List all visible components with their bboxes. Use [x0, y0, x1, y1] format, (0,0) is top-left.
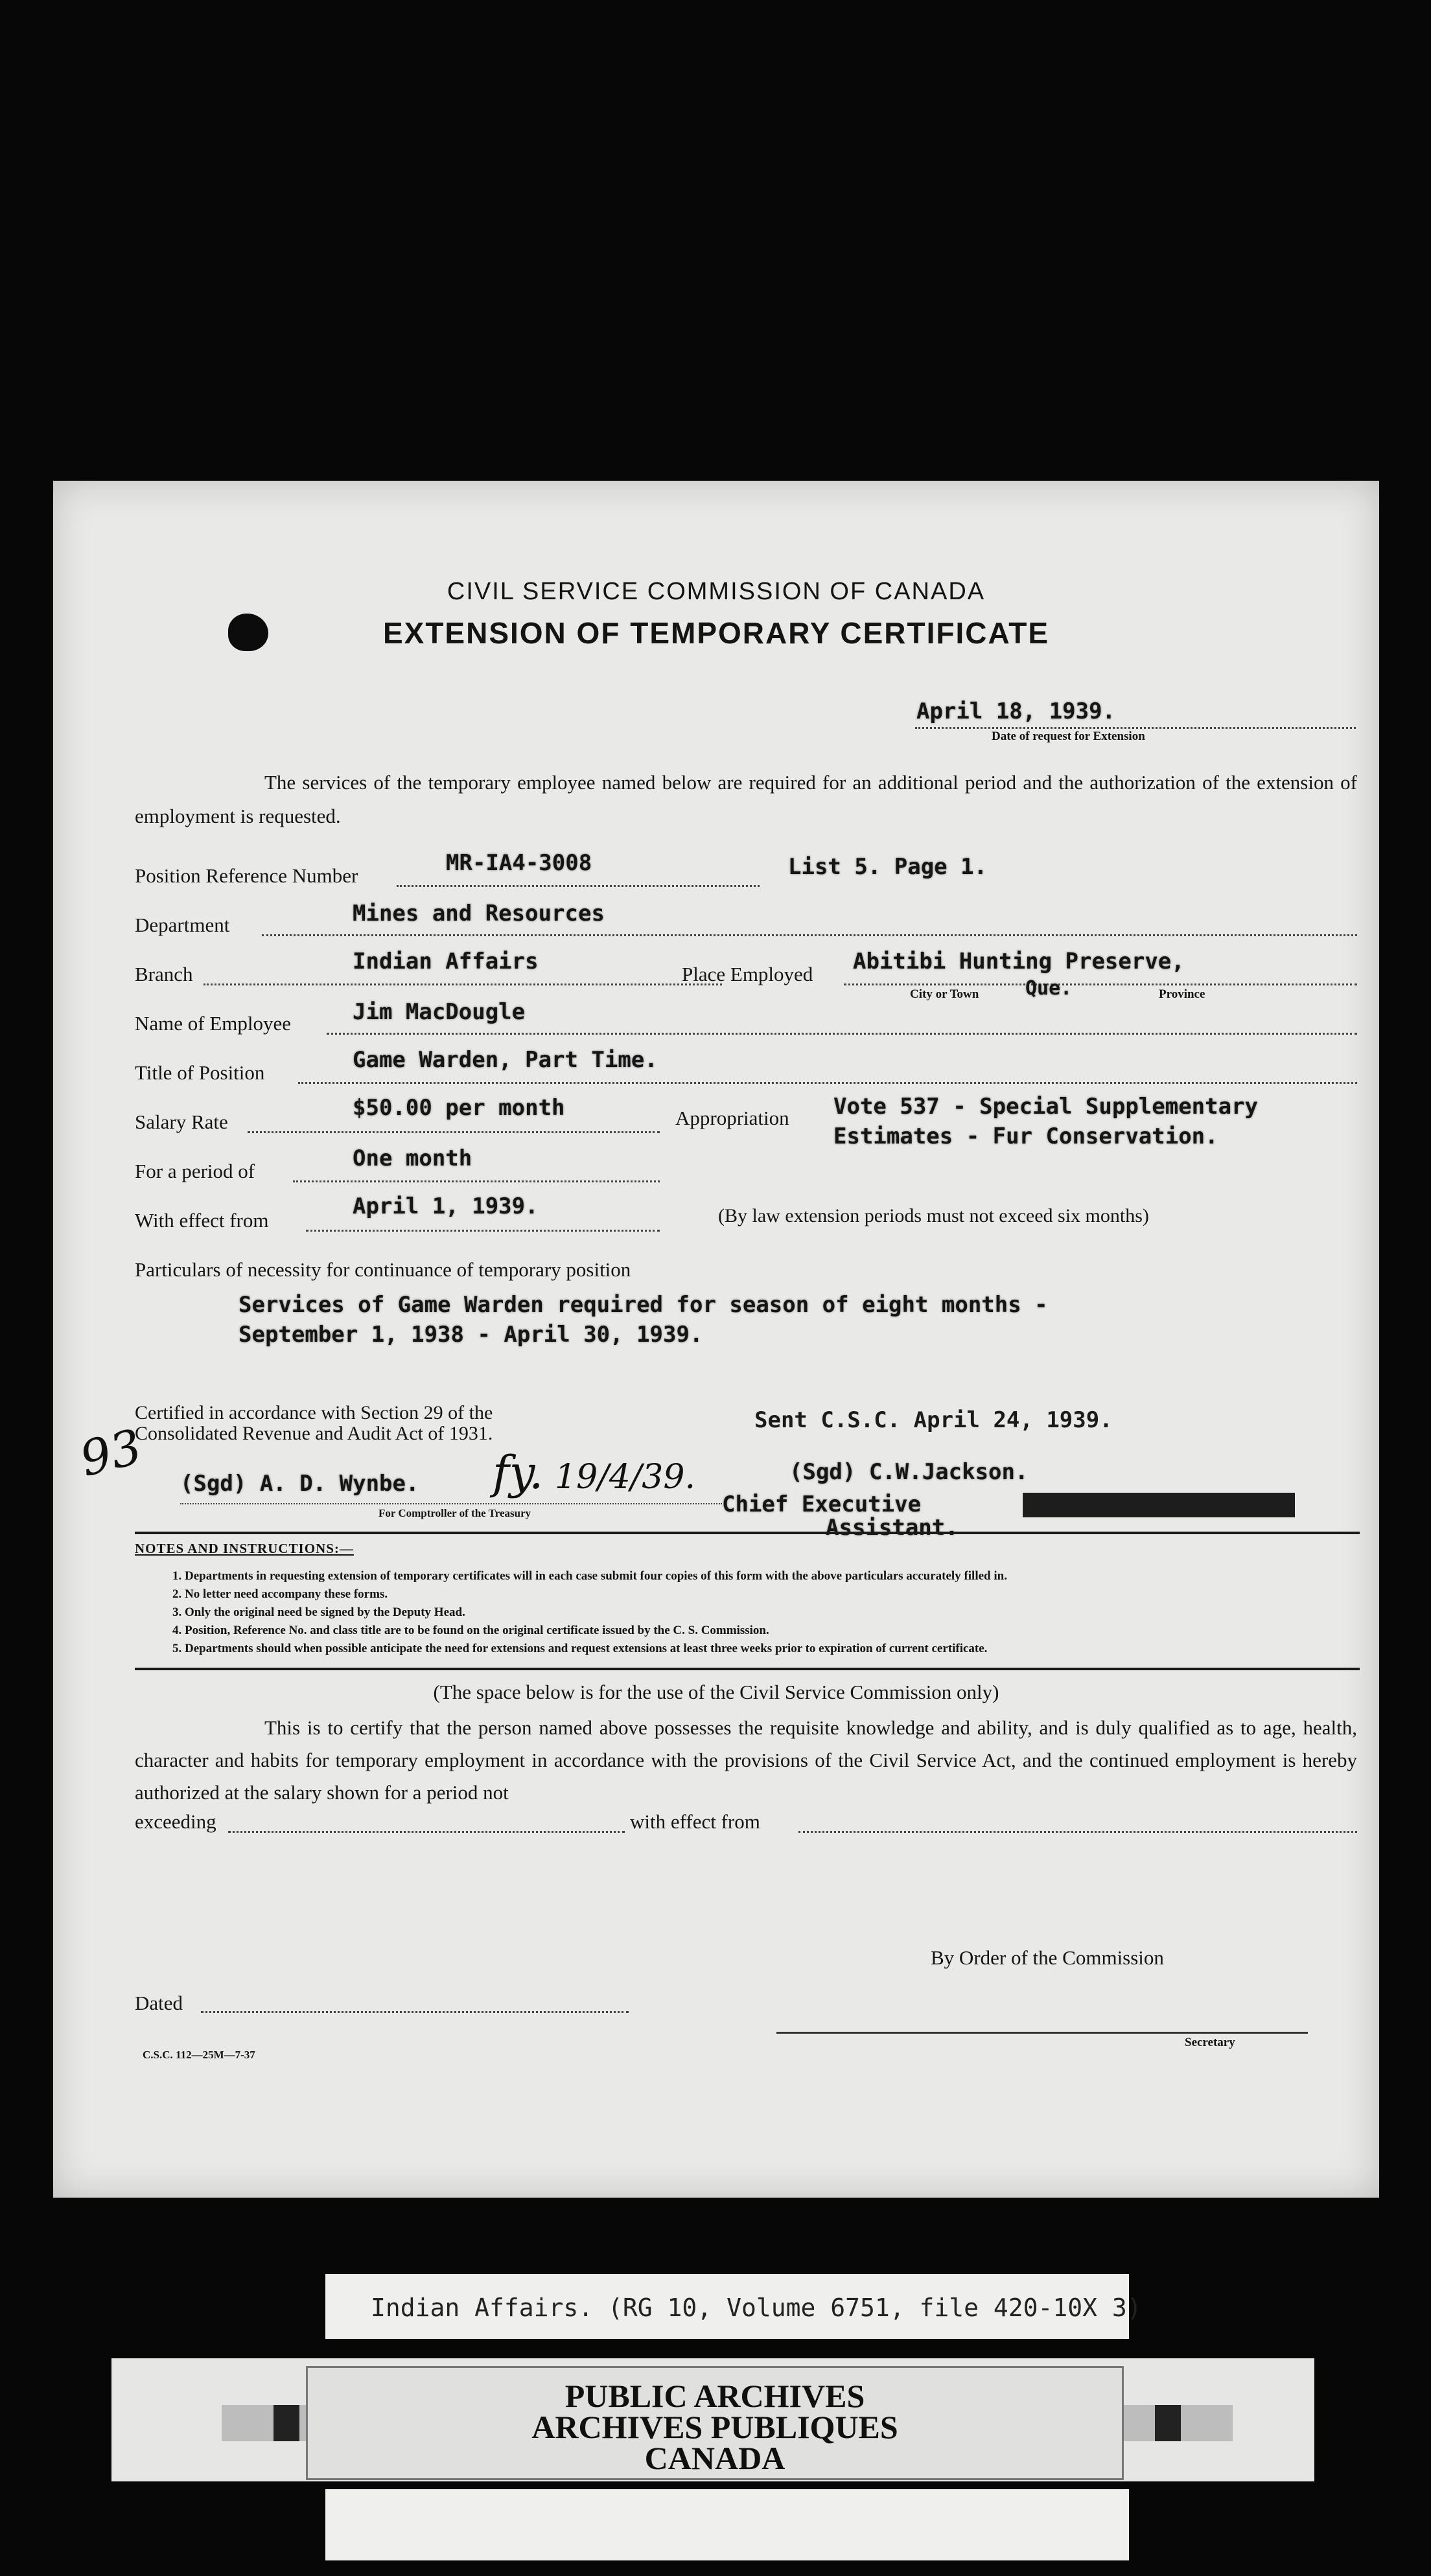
handwritten-initials: fy. — [493, 1446, 544, 1499]
secretary-line — [776, 2032, 1308, 2034]
with-effect-label: with effect from — [630, 1810, 760, 1833]
list-page-value: List 5. Page 1. — [788, 854, 988, 880]
comptroller-signature: (Sgd) A. D. Wynbe. — [180, 1471, 419, 1497]
position-ref-line — [397, 885, 760, 887]
stamp-line-1: PUBLIC ARCHIVES — [564, 2378, 865, 2414]
form-code: C.S.C. 112—25M—7-37 — [143, 2049, 255, 2061]
salary-line — [248, 1131, 660, 1133]
department-label: Department — [135, 914, 230, 936]
with-effect-field[interactable] — [798, 1831, 1357, 1833]
dated-field[interactable] — [201, 2011, 629, 2013]
note-item: 3. Only the original need be signed by the Deputy Head. — [172, 1605, 465, 1619]
intro-paragraph: The services of the temporary employee named below are required for an additional period and the authorization of the extension of employment is requested. — [135, 771, 1357, 827]
place-value: Abitibi Hunting Preserve, — [853, 949, 1185, 974]
commission-heading: CIVIL SERVICE COMMISSION OF CANADA — [447, 578, 986, 605]
archive-stamp-band — [111, 2358, 1314, 2481]
position-ref-value: MR-IA4-3008 — [446, 850, 592, 876]
comptroller-line — [180, 1503, 722, 1504]
dated-label: Dated — [135, 1992, 183, 2014]
handwritten-date: 19/4/39. — [555, 1458, 695, 1497]
position-ref-label: Position Reference Number — [135, 864, 358, 887]
particulars-label: Particulars of necessity for continuance of temporary position — [135, 1258, 631, 1281]
note-item: 2. No letter need accompany these forms. — [172, 1587, 388, 1601]
notes-top-rule — [135, 1532, 1360, 1534]
executive-title-line2: Assistant. — [826, 1515, 959, 1541]
notes-bottom-rule — [135, 1668, 1360, 1670]
certified-line1: Certified in accordance with Section 29 of the — [135, 1402, 493, 1423]
commission-body: This is to certify that the person named above possesses the requisite knowledge and ability, and is duly qualified as to age, health, character and habits for temporary employment in accordance with the provisions of the Civil Service Act, and the continued employment is hereby authorized at the salary shown for a period not — [135, 1716, 1357, 1804]
particulars-line1: Services of Game Warden required for season of eight months - — [238, 1292, 1048, 1318]
branch-line — [204, 983, 722, 985]
city-label: City or Town — [910, 987, 979, 1001]
department-line — [262, 934, 1357, 936]
request-date-label: Date of request for Extension — [992, 730, 1145, 743]
by-order-text: By Order of the Commission — [931, 1946, 1164, 1969]
sent-note: Sent C.S.C. April 24, 1939. — [754, 1407, 1113, 1433]
law-note: (By law extension periods must not exceed six months) — [718, 1205, 1149, 1226]
branch-value: Indian Affairs — [353, 949, 539, 974]
stamp-line-2: ARCHIVES PUBLIQUES — [531, 2409, 898, 2445]
exceeding-label: exceeding — [135, 1810, 216, 1833]
period-label: For a period of — [135, 1160, 255, 1182]
effect-value: April 1, 1939. — [353, 1193, 539, 1219]
province-label: Province — [1159, 987, 1205, 1001]
executive-title-line1: Chief Executive — [722, 1491, 922, 1517]
position-title-line — [298, 1082, 1357, 1084]
appropriation-line2: Estimates - Fur Conservation. — [833, 1123, 1218, 1149]
employee-value: Jim MacDougle — [353, 999, 526, 1025]
note-item: 4. Position, Reference No. and class title are to be found on the original certificate issued by the C. S. Commission. — [172, 1624, 769, 1637]
executive-signature: (Sgd) C.W.Jackson. — [789, 1459, 1029, 1485]
archive-reference-slip — [325, 2274, 1142, 2339]
request-date-value: April 18, 1939. — [916, 698, 1116, 724]
commission-section-heading: (The space below is for the use of the Civil Service Commission only) — [433, 1681, 999, 1703]
note-item: 1. Departments in requesting extension of temporary certificates will in each case submit four copies of this form with the above particulars accurately filled in. — [172, 1569, 1007, 1583]
form-title: EXTENSION OF TEMPORARY CERTIFICATE — [382, 616, 1050, 650]
struck-out-text — [1023, 1493, 1295, 1517]
note-item: 5. Departments should when possible anticipate the need for extensions and request extensions at least three weeks prior to expiration of current certificate. — [172, 1642, 988, 1655]
period-line — [293, 1180, 660, 1182]
archive-blank-slip — [325, 2489, 1129, 2560]
employee-line — [327, 1033, 1357, 1035]
period-value: One month — [353, 1145, 472, 1171]
department-value: Mines and Resources — [353, 901, 605, 926]
margin-mark: 93 — [74, 1418, 148, 1488]
comptroller-label: For Comptroller of the Treasury — [378, 1507, 531, 1519]
stamp-line-3: CANADA — [644, 2440, 785, 2476]
archive-reference: Indian Affairs. (RG 10, Volume 6751, file 420-10X 3) — [371, 2294, 1142, 2322]
position-title-label: Title of Position — [135, 1061, 265, 1084]
particulars-line2: September 1, 1938 - April 30, 1939. — [238, 1322, 703, 1348]
province-value: Que. — [1025, 977, 1073, 1000]
branch-label: Branch — [135, 963, 193, 985]
effect-label: With effect from — [135, 1209, 269, 1232]
certified-line2: Consolidated Revenue and Audit Act of 1931. — [135, 1423, 493, 1444]
exceeding-field[interactable] — [228, 1831, 625, 1833]
place-label: Place Employed — [682, 963, 813, 985]
appropriation-label: Appropriation — [675, 1107, 789, 1129]
archive-stamp — [306, 2366, 1124, 2480]
certificate-form — [53, 481, 1379, 2198]
secretary-label: Secretary — [1185, 2036, 1235, 2049]
place-line — [844, 983, 1357, 985]
employee-label: Name of Employee — [135, 1012, 292, 1035]
request-date-line — [915, 727, 1356, 729]
effect-line — [306, 1230, 660, 1232]
notes-title: NOTES AND INSTRUCTIONS:— — [135, 1541, 354, 1556]
salary-value: $50.00 per month — [353, 1095, 565, 1121]
salary-label: Salary Rate — [135, 1110, 228, 1133]
position-title-value: Game Warden, Part Time. — [353, 1047, 658, 1073]
appropriation-line1: Vote 537 - Special Supplementary — [833, 1094, 1259, 1120]
